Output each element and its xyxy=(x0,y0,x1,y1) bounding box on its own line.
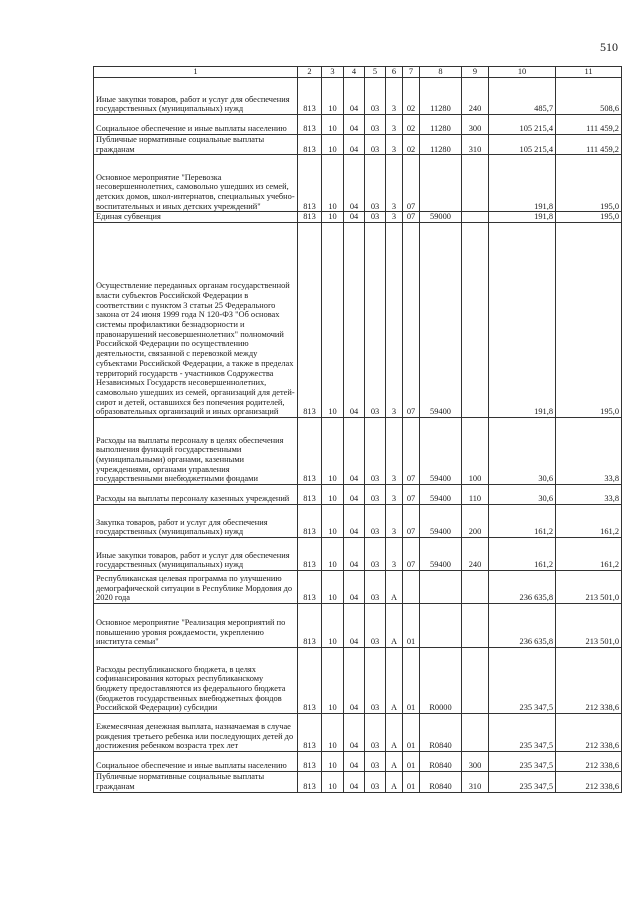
code-cell: 100 xyxy=(462,418,489,485)
amount-cell: 212 338,6 xyxy=(556,648,622,714)
code-cell: 59400 xyxy=(420,485,462,505)
amount-cell: 235 347,5 xyxy=(489,752,556,772)
code-cell: 240 xyxy=(462,538,489,571)
code-cell: 03 xyxy=(365,772,386,792)
table-row xyxy=(94,772,622,792)
row-name: Расходы на выплаты персоналу казенных учреждений xyxy=(94,485,298,505)
code-cell xyxy=(462,604,489,648)
code-cell: 11280 xyxy=(420,135,462,155)
code-cell xyxy=(462,648,489,714)
amount-cell: 508,6 xyxy=(556,78,622,115)
code-cell: 07 xyxy=(403,223,420,418)
code-cell: 59400 xyxy=(420,223,462,418)
code-cell: 04 xyxy=(344,212,365,223)
page-number: 510 xyxy=(600,40,618,54)
code-cell: 03 xyxy=(365,505,386,538)
amount-cell: 235 347,5 xyxy=(489,714,556,752)
code-cell: 10 xyxy=(322,505,344,538)
code-cell: 01 xyxy=(403,604,420,648)
code-cell: 3 xyxy=(386,155,403,212)
code-cell: 04 xyxy=(344,604,365,648)
code-cell: 813 xyxy=(298,571,322,604)
code-cell: 3 xyxy=(386,505,403,538)
code-cell: 813 xyxy=(298,223,322,418)
code-cell: 813 xyxy=(298,155,322,212)
amount-cell: 212 338,6 xyxy=(556,714,622,752)
code-cell: 813 xyxy=(298,505,322,538)
amount-cell: 33,8 xyxy=(556,485,622,505)
code-cell: 10 xyxy=(322,155,344,212)
code-cell: 03 xyxy=(365,538,386,571)
code-cell: 04 xyxy=(344,714,365,752)
code-cell: 10 xyxy=(322,604,344,648)
code-cell: 59000 xyxy=(420,212,462,223)
code-cell: 03 xyxy=(365,115,386,135)
col-header: 4 xyxy=(344,67,365,78)
code-cell xyxy=(462,155,489,212)
code-cell: R0840 xyxy=(420,752,462,772)
amount-cell: 105 215,4 xyxy=(489,135,556,155)
amount-cell: 30,6 xyxy=(489,418,556,485)
code-cell: 310 xyxy=(462,135,489,155)
col-header: 1 xyxy=(94,67,298,78)
code-cell: 04 xyxy=(344,223,365,418)
table-row xyxy=(94,115,622,135)
code-cell: 10 xyxy=(322,223,344,418)
col-header: 9 xyxy=(462,67,489,78)
code-cell: R0840 xyxy=(420,772,462,792)
code-cell: 813 xyxy=(298,485,322,505)
code-cell: А xyxy=(386,714,403,752)
code-cell: 03 xyxy=(365,78,386,115)
code-cell: 02 xyxy=(403,115,420,135)
code-cell: 01 xyxy=(403,752,420,772)
code-cell: 3 xyxy=(386,538,403,571)
code-cell: 10 xyxy=(322,115,344,135)
amount-cell: 191,8 xyxy=(489,223,556,418)
code-cell: 813 xyxy=(298,115,322,135)
row-name: Расходы республиканского бюджета, в целях софинансирования которых республиканскому бюджету предоставляются из федерального бюджета (бюджетов государственных внебюджетных фондов Российской Федерации) субсидии xyxy=(94,648,298,714)
code-cell: 03 xyxy=(365,714,386,752)
code-cell: 813 xyxy=(298,772,322,792)
code-cell: 04 xyxy=(344,135,365,155)
amount-cell: 161,2 xyxy=(556,538,622,571)
amount-cell: 33,8 xyxy=(556,418,622,485)
amount-cell: 191,8 xyxy=(489,155,556,212)
code-cell: 3 xyxy=(386,485,403,505)
code-cell: 300 xyxy=(462,752,489,772)
table-row xyxy=(94,223,622,418)
row-name: Публичные нормативные социальные выплаты гражданам xyxy=(94,135,298,155)
code-cell: А xyxy=(386,752,403,772)
code-cell: 59400 xyxy=(420,505,462,538)
code-cell: 01 xyxy=(403,772,420,792)
row-name: Ежемесячная денежная выплата, назначаемая в случае рождения третьего ребенка или последующих детей до достижения ребенком возраста трех лет xyxy=(94,714,298,752)
code-cell: 813 xyxy=(298,648,322,714)
code-cell: 03 xyxy=(365,485,386,505)
amount-cell: 235 347,5 xyxy=(489,648,556,714)
code-cell: 813 xyxy=(298,604,322,648)
col-header: 2 xyxy=(298,67,322,78)
table-row xyxy=(94,538,622,571)
code-cell: 110 xyxy=(462,485,489,505)
code-cell: R0840 xyxy=(420,714,462,752)
code-cell xyxy=(462,714,489,752)
code-cell: 10 xyxy=(322,212,344,223)
code-cell: 813 xyxy=(298,212,322,223)
code-cell: 03 xyxy=(365,223,386,418)
code-cell: 04 xyxy=(344,485,365,505)
budget-table xyxy=(93,66,622,793)
code-cell: 310 xyxy=(462,772,489,792)
code-cell: 04 xyxy=(344,78,365,115)
code-cell: 03 xyxy=(365,135,386,155)
code-cell: 10 xyxy=(322,714,344,752)
code-cell: 03 xyxy=(365,571,386,604)
code-cell: 11280 xyxy=(420,115,462,135)
row-name: Основное мероприятие "Реализация мероприятий по повышению уровня рождаемости, укреплению института семьи" xyxy=(94,604,298,648)
amount-cell: 111 459,2 xyxy=(556,135,622,155)
code-cell: 3 xyxy=(386,223,403,418)
code-cell xyxy=(462,212,489,223)
code-cell: 03 xyxy=(365,604,386,648)
code-cell: 10 xyxy=(322,772,344,792)
code-cell: 3 xyxy=(386,135,403,155)
table-row xyxy=(94,135,622,155)
table-row xyxy=(94,752,622,772)
table-row xyxy=(94,604,622,648)
code-cell: 03 xyxy=(365,212,386,223)
row-name: Иные закупки товаров, работ и услуг для обеспечения государственных (муниципальных) нужд xyxy=(94,538,298,571)
amount-cell: 212 338,6 xyxy=(556,752,622,772)
amount-cell: 236 635,8 xyxy=(489,571,556,604)
table-row xyxy=(94,648,622,714)
code-cell xyxy=(420,155,462,212)
code-cell: 300 xyxy=(462,115,489,135)
code-cell: 200 xyxy=(462,505,489,538)
row-name: Осуществление переданных органам государственной власти субъектов Российской Федерации в соответствии с пунктом 3 статьи 25 Федерального закона от 24 июня 1999 года N 120-ФЗ "Об основах системы профилактики безнадзорности и правонарушений несовершеннолетних" полномочий Российской Федерации по осуществлению деятельности, связанной с перевозкой между субъектами Российской Федерации, а также в пределах территорий государств - участников Содружества Независимых Государств несовершеннолетних, самовольно ушедших из семей, организаций для детей-сирот и детей, оставшихся без попечения родителей, образовательных организаций и иных организаций xyxy=(94,223,298,418)
code-cell xyxy=(420,604,462,648)
code-cell: 04 xyxy=(344,538,365,571)
code-cell: 813 xyxy=(298,752,322,772)
row-name: Иные закупки товаров, работ и услуг для обеспечения государственных (муниципальных) нужд xyxy=(94,78,298,115)
code-cell: 813 xyxy=(298,78,322,115)
amount-cell: 213 501,0 xyxy=(556,571,622,604)
amount-cell: 161,2 xyxy=(489,538,556,571)
code-cell: 813 xyxy=(298,418,322,485)
amount-cell: 236 635,8 xyxy=(489,604,556,648)
amount-cell: 111 459,2 xyxy=(556,115,622,135)
amount-cell: 213 501,0 xyxy=(556,604,622,648)
table-row xyxy=(94,418,622,485)
code-cell: 3 xyxy=(386,418,403,485)
code-cell: 04 xyxy=(344,752,365,772)
amount-cell: 212 338,6 xyxy=(556,772,622,792)
col-header: 3 xyxy=(322,67,344,78)
code-cell: 3 xyxy=(386,78,403,115)
code-cell: 04 xyxy=(344,505,365,538)
code-cell xyxy=(403,571,420,604)
code-cell: 04 xyxy=(344,115,365,135)
code-cell: 10 xyxy=(322,135,344,155)
col-header: 8 xyxy=(420,67,462,78)
code-cell: 10 xyxy=(322,648,344,714)
code-cell xyxy=(462,571,489,604)
code-cell: 03 xyxy=(365,155,386,212)
table-row xyxy=(94,212,622,223)
code-cell: 07 xyxy=(403,538,420,571)
row-name: Социальное обеспечение и иные выплаты населению xyxy=(94,752,298,772)
code-cell: R0000 xyxy=(420,648,462,714)
code-cell: 3 xyxy=(386,212,403,223)
code-cell: 813 xyxy=(298,714,322,752)
code-cell: 04 xyxy=(344,418,365,485)
amount-cell: 30,6 xyxy=(489,485,556,505)
code-cell: 10 xyxy=(322,485,344,505)
code-cell: 02 xyxy=(403,135,420,155)
table-row xyxy=(94,485,622,505)
code-cell: 240 xyxy=(462,78,489,115)
code-cell: 10 xyxy=(322,418,344,485)
code-cell: 07 xyxy=(403,505,420,538)
amount-cell: 191,8 xyxy=(489,212,556,223)
amount-cell: 105 215,4 xyxy=(489,115,556,135)
code-cell: 02 xyxy=(403,78,420,115)
amount-cell: 195,0 xyxy=(556,223,622,418)
code-cell: 01 xyxy=(403,714,420,752)
table-row xyxy=(94,571,622,604)
header-row xyxy=(94,67,622,78)
amount-cell: 161,2 xyxy=(489,505,556,538)
row-name: Публичные нормативные социальные выплаты гражданам xyxy=(94,772,298,792)
code-cell: 10 xyxy=(322,78,344,115)
row-name: Республиканская целевая программа по улучшению демографической ситуации в Республике Мордовия до 2020 года xyxy=(94,571,298,604)
code-cell: 10 xyxy=(322,752,344,772)
code-cell: 07 xyxy=(403,418,420,485)
row-name: Социальное обеспечение и иные выплаты населению xyxy=(94,115,298,135)
code-cell: 04 xyxy=(344,155,365,212)
code-cell xyxy=(462,223,489,418)
code-cell: 03 xyxy=(365,752,386,772)
code-cell: 59400 xyxy=(420,418,462,485)
col-header: 10 xyxy=(489,67,556,78)
code-cell: 10 xyxy=(322,571,344,604)
code-cell: 813 xyxy=(298,135,322,155)
table-row xyxy=(94,78,622,115)
code-cell: 813 xyxy=(298,538,322,571)
row-name: Основное мероприятие "Перевозка несовершеннолетних, самовольно ушедших из семей, детских домов, школ-интернатов, специальных учебно-воспитательных и иных детских учреждений" xyxy=(94,155,298,212)
col-header: 6 xyxy=(386,67,403,78)
table-row xyxy=(94,155,622,212)
table-row xyxy=(94,714,622,752)
col-header: 11 xyxy=(556,67,622,78)
code-cell: 10 xyxy=(322,538,344,571)
code-cell: 07 xyxy=(403,155,420,212)
code-cell: 07 xyxy=(403,485,420,505)
col-header: 7 xyxy=(403,67,420,78)
row-name: Единая субвенция xyxy=(94,212,298,223)
amount-cell: 195,0 xyxy=(556,212,622,223)
code-cell: 11280 xyxy=(420,78,462,115)
code-cell: 59400 xyxy=(420,538,462,571)
table-row xyxy=(94,505,622,538)
code-cell: 03 xyxy=(365,648,386,714)
code-cell: 07 xyxy=(403,212,420,223)
code-cell: 04 xyxy=(344,571,365,604)
amount-cell: 161,2 xyxy=(556,505,622,538)
code-cell: А xyxy=(386,571,403,604)
row-name: Закупка товаров, работ и услуг для обеспечения государственных (муниципальных) нужд xyxy=(94,505,298,538)
code-cell: 03 xyxy=(365,418,386,485)
code-cell: 01 xyxy=(403,648,420,714)
code-cell: 04 xyxy=(344,772,365,792)
amount-cell: 485,7 xyxy=(489,78,556,115)
code-cell: А xyxy=(386,604,403,648)
col-header: 5 xyxy=(365,67,386,78)
code-cell: А xyxy=(386,648,403,714)
amount-cell: 235 347,5 xyxy=(489,772,556,792)
code-cell: 3 xyxy=(386,115,403,135)
code-cell xyxy=(420,571,462,604)
amount-cell: 195,0 xyxy=(556,155,622,212)
code-cell: А xyxy=(386,772,403,792)
code-cell: 04 xyxy=(344,648,365,714)
row-name: Расходы на выплаты персоналу в целях обеспечения выполнения функций государственными (муниципальными) органами, казенными учреждениями, органами управления государственными внебюджетными фондами xyxy=(94,418,298,485)
